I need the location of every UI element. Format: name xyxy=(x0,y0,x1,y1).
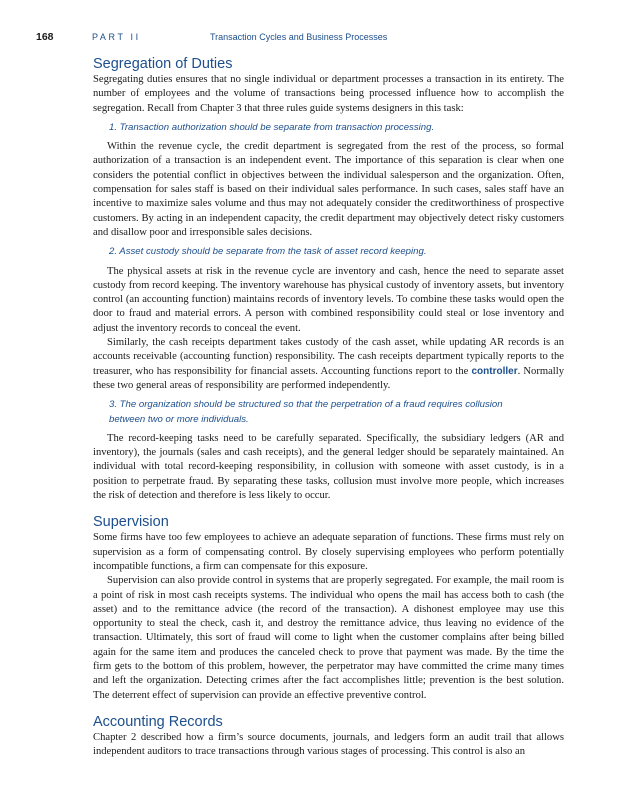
segregation-para-1: Within the revenue cycle, the credit department is segregated from the rest of the process, so formal authorization of a transaction is an independent event. The importance of this separation is clear when one considers the potential conflict in objectives between the individual salesperson and the organization. Often, compensation for sales staff is based on their individual sales performance. In such cases, sales staff have an incentive to maximize sales volume and thus may not adequately consider the creditworthiness of prospective customers. By acting in an independent capacity, the credit department may objectively detect risky customers and disallow poor and irresponsible sales decisions. xyxy=(93,141,564,238)
segregation-para-2: The physical assets at risk in the revenue cycle are inventory and cash, hence the need to separate asset custody from record keeping. The inventory warehouse has physical custody of inventory assets, but inventory control (an accounting function) maintains records of inventory levels. To combine these tasks would open the door to fraud and material errors. A person with combined responsibility could steal or lose inventory and adjust the inventory records to conceal the event. xyxy=(93,265,564,334)
segregation-para-3 xyxy=(93,336,564,393)
part-label: PART II xyxy=(92,32,141,42)
page-body xyxy=(93,55,564,759)
supervision-para-1: Some firms have too few employees to achieve an adequate separation of functions. These firms must rely on supervision as a form of compensating control. By closely supervising employees who perform potentially incompatible functions, a firm can compensate for this exposure. xyxy=(93,532,564,572)
segregation-intro: Segregating duties ensures that no single individual or department processes a transaction in its entirety. The number of employees and the volume of transactions being processed influence how to accomplish the segregation. Recall from Chapter 3 that three rules guide systems designers in this task: xyxy=(93,74,564,114)
supervision-para-2: Supervision can also provide control in systems that are properly segregated. For example, the mail room is a point of risk in most cash receipts systems. The individual who opens the mail has access both to cash (the asset) and to the remittance advice (the record of the transaction). A dishonest employee may use this opportunity to steal the check, cash it, and destroy the remittance advice, thus leaving no evidence of the transaction. Ultimately, this sort of fraud will come to light when the customer complains after being billed again for the same item and produces the canceled check to prove that payment was made. By the time the firm gets to the bottom of this problem, however, the perpetrator may have committed the crime many times and left the organization. Detecting crimes after the fact accomplishes little; prevention is the best solution. The deterrent effect of supervision can provide an effective preventive control. xyxy=(93,575,564,701)
accounting-para-1: Chapter 2 described how a firm’s source documents, journals, and ledgers form an audit trail that allows independent auditors to trace transactions through various stages of processing. This control is also an xyxy=(93,731,564,758)
segregation-para-4: The record-keeping tasks need to be carefully separated. Specifically, the subsidiary ledgers (AR and inventory), the journals (sales and cash receipts), and the general ledger should be separately maintained. An individual with total record-keeping responsibility, in collusion with someone with asset custody, is in a position to perpetrate fraud. By separating these tasks, collusion must involve more people, which increases the risk of detection and therefore is less likely to occur. xyxy=(93,432,564,502)
para-3-text-b: . Normally these two general areas of responsibility are performed independently. xyxy=(93,365,564,391)
heading-accounting-records: Accounting Records xyxy=(93,713,223,730)
heading-segregation: Segregation of Duties xyxy=(93,56,233,72)
page-number: 168 xyxy=(36,31,54,43)
term-controller: controller xyxy=(471,365,518,377)
chapter-title: Transaction Cycles and Business Processes xyxy=(210,32,388,42)
heading-supervision: Supervision xyxy=(93,514,169,531)
rule-2: 2. Asset custody should be separate from the task of asset record keeping. xyxy=(109,246,427,258)
rule-3: 3. The organization should be structured so that the perpetration of a fraud requires collusion between two or more individuals. xyxy=(109,399,503,425)
running-header xyxy=(36,31,599,47)
para-3-text-a: Similarly, the cash receipts department takes custody of the cash asset, while updating AR records is an accounts receivable (accounting function) responsibility. The cash receipts department typically reports to the treasurer, who has responsibility for financial assets. Accounting functions report to the xyxy=(93,337,564,377)
rule-1: 1. Transaction authorization should be separate from transaction processing. xyxy=(109,121,435,133)
